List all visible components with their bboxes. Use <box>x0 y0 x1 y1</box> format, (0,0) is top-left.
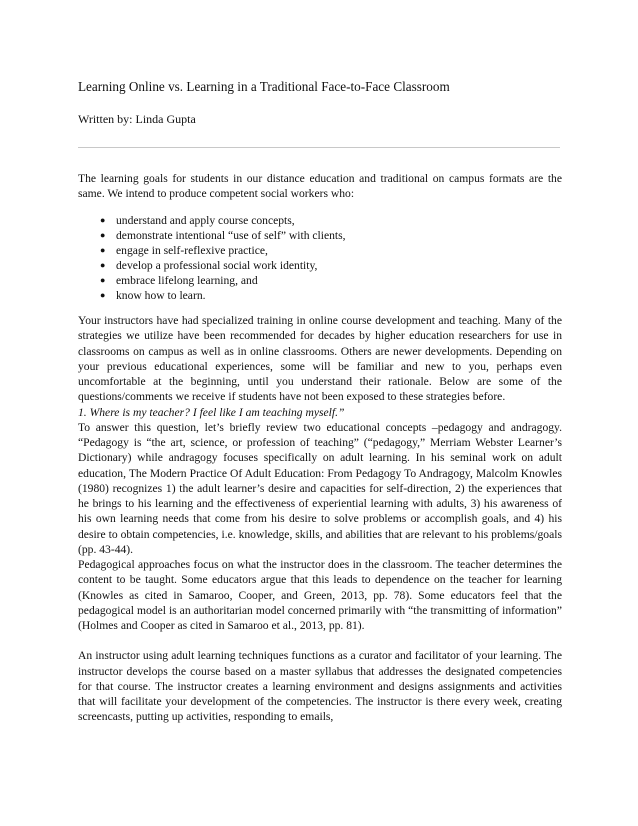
book-title: The Modern Practice Of Adult Education: From Pedagogy To Andragogy, <box>128 466 473 480</box>
answer-paragraph: To answer this question, let’s briefly review two educational concepts –pedagogy and andragogy. “Pedagogy is “the art, science, or profession of teaching” (“pedagogy,” Merriam Webster Learner’s Dictionary) while andragogy focuses specifically on adult learning. In his seminal work on adult education, The Modern Practice Of Adult Education: From Pedagogy To Andragogy, Malcolm Knowles (1980) recognizes 1) the adult learner’s desire and capacities for self-direction, 2) the experiences that he brings to his learning and the effectiveness of experiential learning with adults, 3) his awareness of his own learning needs that come from his desire to solve problems or accomplish goals, and 4) his desire to obtain competencies, i.e. knowledge, skills, and abilities that are relevant to his problems/goals (pp. 43-44). <box>78 420 563 556</box>
document-author: Written by: Linda Gupta <box>78 112 196 126</box>
bullet-icon: ● <box>100 274 106 285</box>
document-body <box>78 171 562 725</box>
bullet-icon: ● <box>100 229 106 240</box>
intro-paragraph: The learning goals for students in our distance education and traditional on campus formats are the same. We intend to produce competent social workers who: <box>78 172 562 201</box>
horizontal-rule <box>78 147 560 148</box>
bullet-icon: ● <box>100 289 106 300</box>
document-title: Learning Online vs. Learning in a Traditional Face-to-Face Classroom <box>78 79 450 94</box>
list-item: ● understand and apply course concepts, <box>100 213 295 227</box>
list-item: ● develop a professional social work identity, <box>100 258 318 272</box>
bullet-icon: ● <box>100 244 106 255</box>
list-item: ● know how to learn. <box>100 288 206 302</box>
list-item: ● engage in self-reflexive practice, <box>100 243 268 257</box>
bullet-icon: ● <box>100 259 106 270</box>
list-item: ● embrace lifelong learning, and <box>100 273 258 287</box>
question-heading: 1. Where is my teacher? I feel like I am teaching myself.” <box>78 405 345 419</box>
instructors-paragraph: Your instructors have had specialized training in online course development and teaching. Many of the strategies we utilize have been recommended for decades by higher education researchers for use in classrooms on campus as well as in online classrooms. Others are newer developments. Depending on your previous educational experiences, some will be familiar and new to you, perhaps even uncomfortable at the beginning, until you understand their rationale. Below are some of the questions/comments we receive if students have not been exposed to these strategies before. <box>78 314 562 404</box>
list-item: ● demonstrate intentional “use of self” with clients, <box>100 228 346 242</box>
pedagogical-paragraph: Pedagogical approaches focus on what the instructor does in the classroom. The teacher determines the content to be taught. Some educators argue that this leads to dependence on the teacher for learning (Knowles as cited in Samaroo, Cooper, and Green, 2013, pp. 78). Some educators feel that the pedagogical model is an authoritarian model concerned primarily with “the transmitting of information” (Holmes and Cooper as cited in Samaroo et al., 2013, pp. 81). <box>78 558 562 633</box>
bullet-icon: ● <box>100 214 106 225</box>
adult-learning-paragraph: An instructor using adult learning techniques functions as a curator and facilitator of your learning. The instructor develops the course based on a master syllabus that addresses the designated competencies for that course. The instructor creates a learning environment and designs assignments and activities that will facilitate your development of the competencies. The instructor is there every week, creating screencasts, putting up activities, responding to emails, <box>78 649 562 724</box>
learning-goals-list <box>78 213 562 304</box>
